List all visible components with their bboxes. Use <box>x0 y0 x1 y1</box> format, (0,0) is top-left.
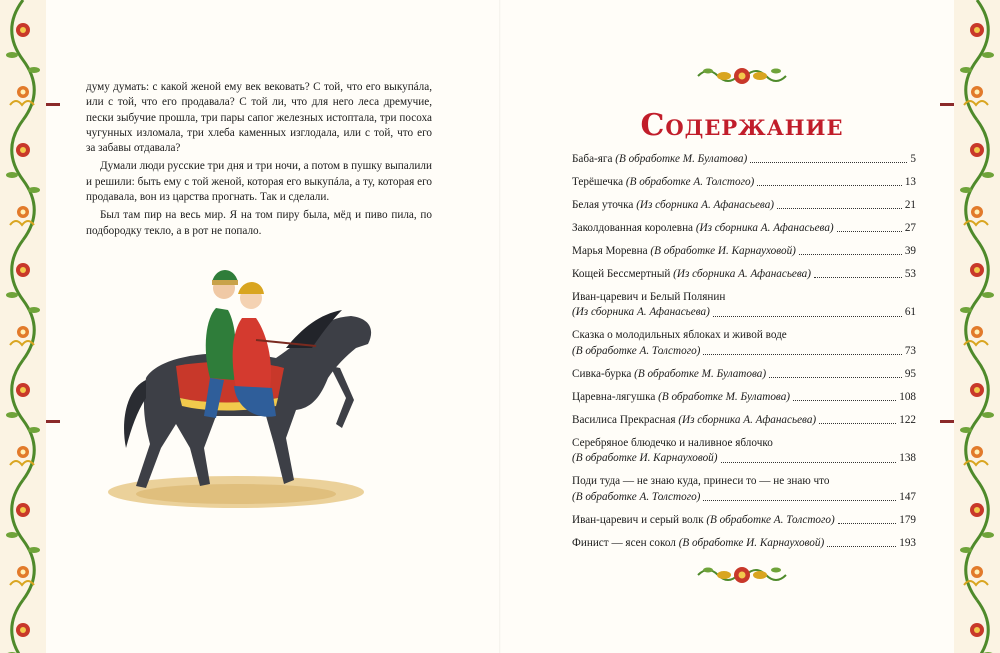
story-title: Финист — ясен сокол <box>572 536 676 549</box>
dot-leader <box>769 377 902 378</box>
story-source: (В обработке М. Булатова) <box>615 153 748 165</box>
dot-leader <box>703 500 896 501</box>
story-source: (В обработке М. Булатова) <box>658 390 791 403</box>
dot-leader <box>799 254 902 255</box>
story-title: Сказка о молодильных яблоках и живой воде <box>572 329 787 342</box>
top-ornament-icon <box>696 63 788 89</box>
book-gutter <box>499 0 501 653</box>
page-edge-marker <box>46 420 60 423</box>
toc-entry <box>572 152 916 167</box>
story-title: Заколдованная королевна <box>572 222 694 234</box>
page-number: 53 <box>904 268 916 280</box>
toc-entry <box>572 244 916 259</box>
story-source: (Из сборника А. Афанасьева) <box>572 306 710 319</box>
story-title: Иван-царевич и Белый Полянин <box>572 291 726 303</box>
page-edge-marker <box>46 103 60 106</box>
story-title: Серебряное блюдечко и наливное яблочко <box>572 436 773 449</box>
page-number: 95 <box>904 367 916 380</box>
story-source: (Из сборника А. Афанасьева) <box>678 413 817 426</box>
toc-entry <box>572 221 916 236</box>
story-title: Баба-яга <box>572 153 613 165</box>
page-number: 138 <box>899 452 916 465</box>
left-floral-border <box>0 0 46 653</box>
story-title: Царевна-лягушка <box>572 390 656 403</box>
story-title: Иван-царевич и серый волк <box>572 513 704 526</box>
dot-leader <box>713 316 902 317</box>
toc-entry <box>572 513 916 528</box>
story-source: (В обработке А. Толстого) <box>625 176 755 188</box>
story-source: (В обработке М. Булатова) <box>634 367 767 380</box>
left-page-text <box>86 80 432 242</box>
floral-border-icon <box>0 0 46 653</box>
dot-leader <box>814 277 902 278</box>
page-number: 5 <box>910 153 916 165</box>
story-source: (В обработке И. Карнауховой) <box>650 245 796 257</box>
page-number: 122 <box>899 413 916 426</box>
story-title: Белая уточка <box>572 199 634 211</box>
page-number: 73 <box>904 344 916 357</box>
dot-leader <box>793 400 896 401</box>
dot-leader <box>777 208 902 209</box>
story-source: (В обработке И. Карнауховой) <box>678 536 825 549</box>
toc-entry <box>572 390 916 405</box>
page-edge-marker <box>940 420 954 423</box>
dot-leader <box>703 354 901 355</box>
dot-leader <box>819 423 896 424</box>
page-number: 39 <box>904 245 916 257</box>
toc-entry <box>572 267 916 282</box>
page-number: 13 <box>904 176 916 188</box>
page-number: 61 <box>904 306 916 319</box>
page-number: 179 <box>899 513 916 526</box>
toc-entry <box>572 436 916 467</box>
story-title: Терёшечка <box>572 176 624 188</box>
page-number: 193 <box>899 536 916 549</box>
toc-entry <box>572 367 916 382</box>
right-floral-border <box>954 0 1000 653</box>
story-title: Сивка-бурка <box>572 367 632 380</box>
dot-leader <box>757 185 902 186</box>
story-source: (В обработке И. Карнауховой) <box>572 452 718 465</box>
toc-entry <box>572 474 916 505</box>
dot-leader <box>838 523 897 524</box>
page-number: 27 <box>904 222 916 234</box>
story-title: Марья Моревна <box>572 245 648 257</box>
toc-entry <box>572 198 916 213</box>
story-source: (Из сборника А. Афанасьева) <box>636 199 775 211</box>
dot-leader <box>750 162 907 163</box>
story-source: (В обработке А. Толстого) <box>706 513 835 526</box>
dot-leader <box>827 546 896 547</box>
story-source: (Из сборника А. Афанасьева) <box>695 222 834 234</box>
toc-entry <box>572 290 916 321</box>
story-title: Поди туда — не знаю куда, принеси то — не знаю что <box>572 475 830 488</box>
bottom-ornament-icon <box>696 562 788 588</box>
toc-entry <box>572 536 916 551</box>
story-source: (В обработке А. Толстого) <box>572 344 701 357</box>
dot-leader <box>837 231 902 232</box>
toc-title: Содержание <box>640 108 844 143</box>
dot-leader <box>721 462 897 463</box>
page-number: 147 <box>899 490 916 503</box>
toc-entry <box>572 413 916 428</box>
horse-riders-illustration <box>106 248 382 518</box>
table-of-contents <box>572 152 916 559</box>
story-title: Василиса Прекрасная <box>572 413 676 426</box>
paragraph: Думали люди русские три дня и три ночи, а потом в пушку выпалили и решили: быть ему с той женой, которая его выкупáла, а ту, которая его продавала, вон из царства прогнать. Так и сделали. <box>86 160 432 204</box>
story-title: Кощей Бессмертный <box>572 268 671 280</box>
paragraph: думу думать: с какой женой ему век вековать? С той, что его выкупáла, или с той, что его продавала? С той ли, что для него леса дремучие, пески зыбучие прошла, три пары сапог железных истоптала, три посоха чугунных изломала, три хлеба каменных изглодала, или с той, что его за забавы отдавала? <box>86 81 432 155</box>
page-number: 108 <box>899 390 916 403</box>
story-source: (Из сборника А. Афанасьева) <box>673 268 811 280</box>
toc-entry <box>572 175 916 190</box>
toc-entry <box>572 328 916 359</box>
story-source: (В обработке А. Толстого) <box>572 490 701 503</box>
page-edge-marker <box>940 103 954 106</box>
page-number: 21 <box>904 199 916 211</box>
paragraph: Был там пир на весь мир. Я на том пиру была, мёд и пиво пила, по подбородку текло, а в рот не попало. <box>86 209 432 237</box>
floral-border-icon <box>954 0 1000 653</box>
